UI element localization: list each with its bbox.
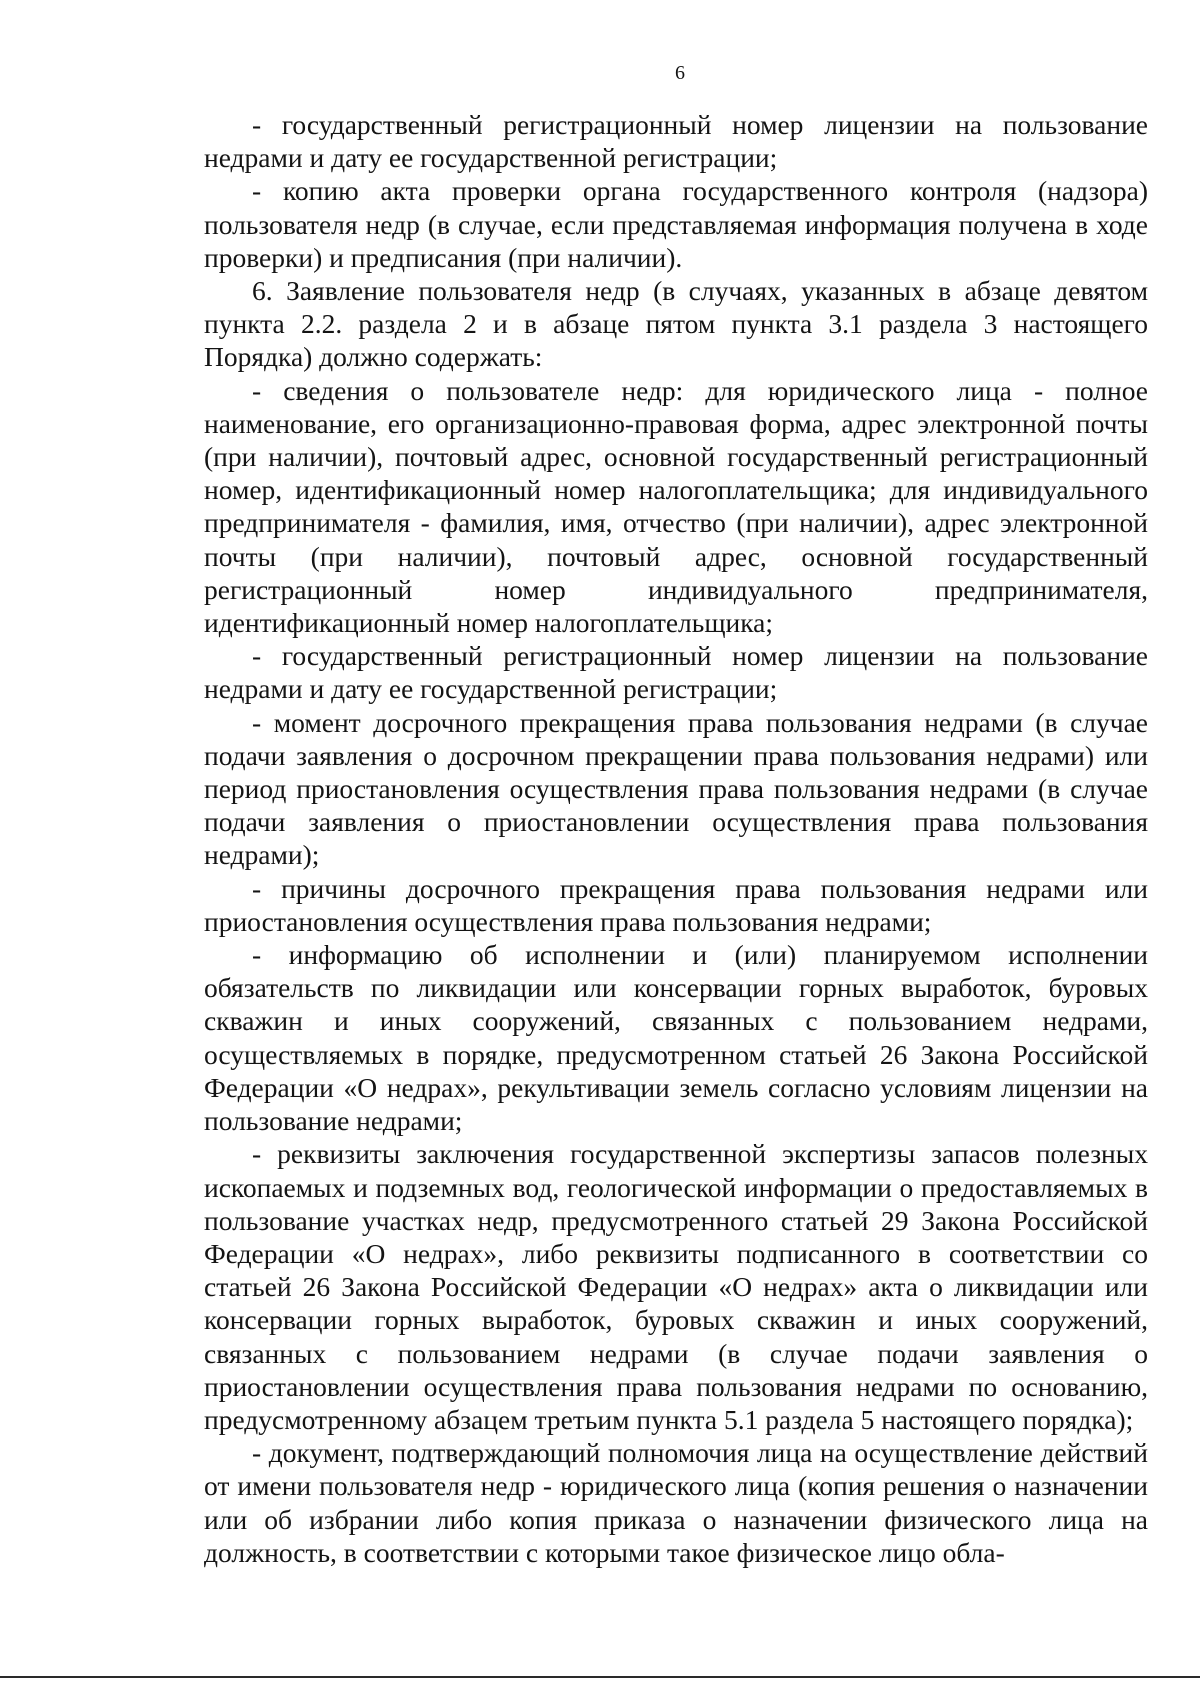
paragraph-section-6: 6. Заявление пользователя недр (в случаях, указанных в абзаце девятом пункта 2.2. раздела 2 и в абзаце пятом пункта 3.1 раздела 3 настоящего Порядка) должно содержать:	[204, 275, 1148, 373]
paragraph-inspection-act: - копию акта проверки органа государственного контроля (надзора) пользователя недр (в случае, если представляемая информация получена в ходе проверки) и предписания (при наличии).	[204, 175, 1148, 273]
document-body	[204, 108, 1148, 1569]
page-number: 6	[675, 62, 685, 84]
bottom-divider	[0, 1676, 1200, 1678]
paragraph-termination-reasons: - причины досрочного прекращения права пользования недрами или приостановления осуществления права пользования недрами;	[204, 872, 1148, 937]
paragraph-obligations-info: - информацию об исполнении и (или) планируемом исполнении обязательств по ликвидации или консервации горных выработок, буровых скважин и иных сооружений, связанных с пользованием недрами, осуществляемых в порядке, предусмотренном статьей 26 Закона Российской Федерации «О недрах», рекультивации земель согласно условиям лицензии на пользование недрами;	[204, 939, 1148, 1137]
paragraph-license-number: - государственный регистрационный номер лицензии на пользование недрами и дату ее государственной регистрации;	[204, 109, 1148, 174]
paragraph-termination-moment: - момент досрочного прекращения права пользования недрами (в случае подачи заявления о досрочном прекращении права пользования недрами) или период приостановления осуществления права пользования недрами (в случае подачи заявления о приостановлении осуществления права пользования недрами);	[204, 706, 1148, 871]
paragraph-user-info: - сведения о пользователе недр: для юридического лица - полное наименование, его организационно-правовая форма, адрес электронной почты (при наличии), почтовый адрес, основной государственный регистрационный номер, идентификационный номер налогоплательщика; для индивидуального предпринимателя - фамилия, имя, отчество (при наличии), адрес электронной почты (при наличии), почтовый адрес, основной государственный регистрационный номер индивидуального предпринимателя, идентификационный номер налогоплательщика;	[204, 374, 1148, 639]
paragraph-authority-document: - документ, подтверждающий полномочия лица на осуществление действий от имени пользователя недр - юридического лица (копия решения о назначении или об избрании либо копия приказа о назначении физического лица на должность, в соответствии с которыми такое физическое лицо обла-	[204, 1437, 1148, 1568]
paragraph-expertise-details: - реквизиты заключения государственной экспертизы запасов полезных ископаемых и подземных вод, геологической информации о предоставляемых в пользование участках недр, предусмотренного статьей 29 Закона Российской Федерации «О недрах», либо реквизиты подписанного в соответствии со статьей 26 Закона Российской Федерации «О недрах» акта о ликвидации или консервации горных выработок, буровых скважин и иных сооружений, связанных с пользованием недрами (в случае подачи заявления о приостановлении осуществления права пользования недрами по основанию, предусмотренному абзацем третьим пункта 5.1 раздела 5 настоящего порядка);	[204, 1138, 1148, 1435]
paragraph-license-number-2: - государственный регистрационный номер лицензии на пользование недрами и дату ее государственной регистрации;	[204, 640, 1148, 705]
